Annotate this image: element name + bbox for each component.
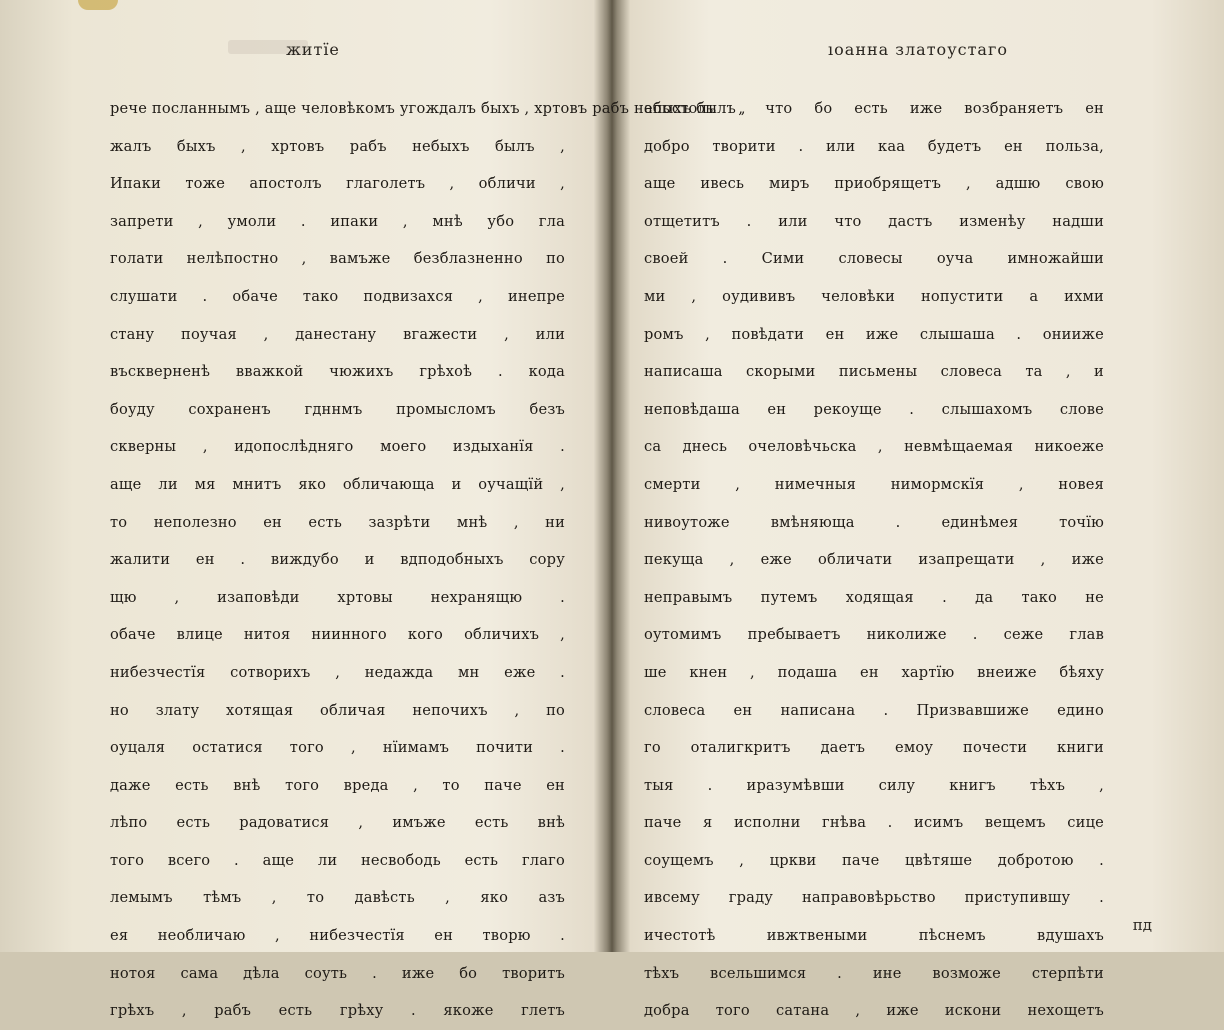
text-line: стану поучая , данестану вгажести , или	[110, 325, 565, 343]
text-line: слушати . обаче тако подвизахся , инепре	[110, 287, 565, 305]
text-line: обаче влице нитоя ниинного кого обличихъ ,	[110, 626, 565, 644]
text-line: неправымъ путемъ ходящая . да тако не	[644, 588, 1104, 606]
left-text-block	[110, 90, 746, 1030]
text-line: неповѣдаша ен рекоуще . слышахомъ слове	[644, 400, 1104, 418]
text-line: того всего . аще ли несвободь есть глаго	[110, 851, 565, 869]
text-line: оуцаля остатися того , нїимамъ почити .	[110, 739, 565, 757]
text-line: то неполезно ен есть зазрѣти мнѣ , ни	[110, 513, 565, 531]
text-line: рече посланнымъ , аще человѣкомъ угождалъ быхъ , хртовъ рабъ небыхъ былъ ,	[110, 100, 746, 117]
text-line: даже есть внѣ того вреда , то паче ен	[110, 776, 565, 794]
text-line: нибезчестїя сотворихъ , недажда мн еже .	[110, 663, 565, 681]
text-line: боуду сохраненъ гдннмъ промысломъ безъ	[110, 400, 565, 418]
text-line: нотоя сама дѣла соуть . иже бо творитъ	[110, 964, 565, 982]
text-line: ше кнен , подаша ен хартїю внеиже бѣяху	[644, 663, 1104, 681]
text-line: нивоутоже вмѣняюща . единѣмея точїю	[644, 513, 1104, 531]
text-line: оутомимъ пребываетъ николиже . сеже глав	[644, 626, 1104, 644]
right-text-block	[644, 90, 1104, 1030]
text-line: аще ли мя мнитъ яко обличающа и оучащїй ,	[110, 475, 565, 493]
text-line: жалъ быхъ , хртовъ рабъ небыхъ былъ ,	[110, 137, 565, 155]
text-line: щю , изаповѣди хртовы нехранящю .	[110, 588, 565, 606]
left-running-head: житїе	[286, 40, 340, 59]
text-line: паче я исполни гнѣва . исимъ вещемъ сице	[644, 814, 1104, 832]
text-line: скверны , идопослѣдняго моего издыханїя .	[110, 438, 565, 456]
text-line: отщетитъ . или что дастъ изменѣу надши	[644, 212, 1104, 230]
text-line: пекуща , еже обличати изапрещати , иже	[644, 551, 1104, 569]
text-line: са днесь очеловѣчьска , невмѣщаемая никоеже	[644, 438, 1104, 456]
text-line: ми , оудививъ человѣки нопустити а ихми	[644, 287, 1104, 305]
text-line: го оталигкритъ даетъ емоу почести книги	[644, 739, 1104, 757]
text-line: грѣхъ , рабъ есть грѣху . якоже глетъ	[110, 1002, 565, 1020]
text-line: добра того сатана , иже искони нехощетъ	[644, 1002, 1104, 1020]
text-line: жалити ен . виждубо и вдподобныхъ сору	[110, 551, 565, 569]
text-line: въскверненѣ вважкой чюжихъ грѣхоѣ . кода	[110, 363, 565, 381]
text-line: запрети , умоли . ипаки , мнѣ убо гла	[110, 212, 565, 230]
text-line: написаша скорыми письмены словеса та , и	[644, 363, 1104, 381]
text-line: ичестотѣ ивжтвеными пѣснемъ вдушахъ	[644, 927, 1104, 945]
text-line: ивсему граду направовѣрьство приступившу .	[644, 889, 1104, 907]
text-line: смерти , нимечныя нимормскїя , новея	[644, 475, 1104, 493]
text-line: ея необличаю , нибезчестїя ен творю .	[110, 927, 565, 945]
text-line: тѣхъ всельшимся . ине возможе стерпѣти	[644, 964, 1104, 982]
page-number: пд	[1132, 916, 1152, 934]
text-line: голати нелѣпостно , вамъже безблазненно по	[110, 250, 565, 268]
text-line: лемымъ тѣмъ , то давѣсть , яко азъ	[110, 889, 565, 907]
text-line: Ипаки тоже апостолъ глаголетъ , обличи ,	[110, 175, 565, 193]
text-line: апостолъ , что бо есть иже возбраняетъ ен	[644, 100, 1104, 117]
right-running-head: ıоанна златоустаго	[828, 40, 1008, 59]
text-line: словеса ен написана . Призвавшиже едино	[644, 701, 1104, 719]
text-line: тыя . иразумѣвши силу книгъ тѣхъ ,	[644, 776, 1104, 794]
text-line: добро творити . или каа будетъ ен польза,	[644, 137, 1104, 155]
right-page	[612, 0, 1224, 1020]
text-line: аще ивесь миръ приобрящетъ , адшю свою	[644, 175, 1104, 193]
text-line: лѣпо есть радоватися , имъже есть внѣ	[110, 814, 565, 832]
text-line: ромъ , повѣдати ен иже слышаша . онииже	[644, 325, 1104, 343]
text-line: соущемъ , цркви паче цвѣтяше добротою .	[644, 851, 1104, 869]
text-line: но злату хотящая обличая непочихъ , по	[110, 701, 565, 719]
text-line: своей . Сими словесы оуча имножайши	[644, 250, 1104, 268]
